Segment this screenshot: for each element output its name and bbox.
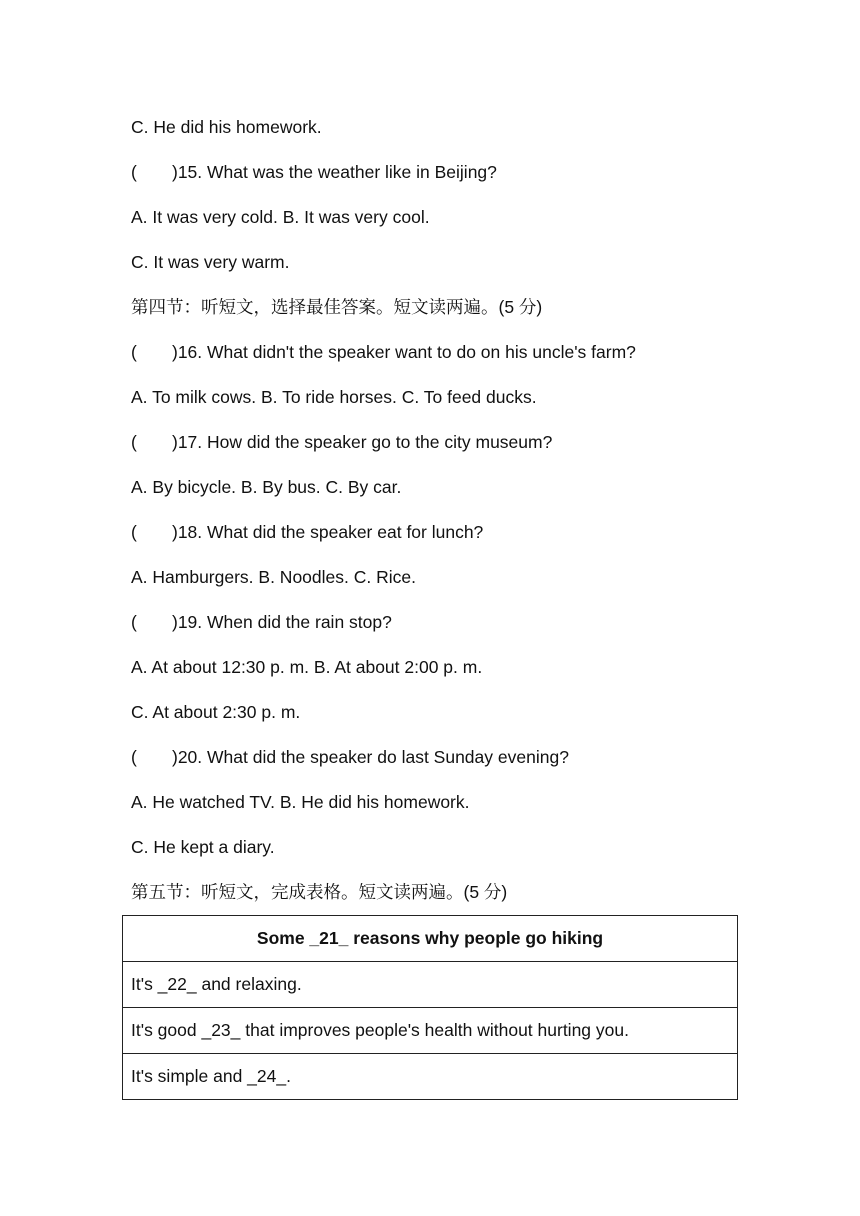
table-header-row [123, 916, 738, 962]
fill-in-table [122, 915, 738, 1100]
question-19: ( )19. When did the rain stop? [131, 612, 392, 632]
table-cell: It's _22_ and relaxing. [123, 962, 738, 1008]
answer-blank-paren: ( [131, 342, 137, 362]
question-16: ( )16. What didn't the speaker want to do on his uncle's farm? [131, 342, 636, 362]
answer-option-line: A. Hamburgers. B. Noodles. C. Rice. [131, 567, 416, 587]
table-cell: It's good _23_ that improves people's health without hurting you. [123, 1008, 738, 1054]
answer-option-line: A. To milk cows. B. To ride horses. C. To feed ducks. [131, 387, 537, 407]
answer-option-line: C. He did his homework. [131, 117, 322, 137]
table-row [123, 1054, 738, 1100]
question-20: ( )20. What did the speaker do last Sunday evening? [131, 747, 569, 767]
answer-option-line: C. It was very warm. [131, 252, 290, 272]
table-cell: It's simple and _24_. [123, 1054, 738, 1100]
answer-option-line: C. He kept a diary. [131, 837, 275, 857]
answer-blank-paren: ( [131, 747, 137, 767]
question-17: ( )17. How did the speaker go to the city museum? [131, 432, 553, 452]
table-row [123, 1008, 738, 1054]
answer-option-line: A. By bicycle. B. By bus. C. By car. [131, 477, 402, 497]
question-18: ( )18. What did the speaker eat for lunch? [131, 522, 484, 542]
section-4-heading: 第四节：听短文，选择最佳答案。短文读两遍。(5 分) [131, 297, 543, 317]
answer-blank-paren: ( [131, 162, 137, 182]
answer-option-line: A. It was very cold. B. It was very cool. [131, 207, 430, 227]
question-15: ( )15. What was the weather like in Beijing? [131, 162, 497, 182]
table-row [123, 962, 738, 1008]
table-header-cell: Some _21_ reasons why people go hiking [123, 916, 738, 962]
answer-option-line: A. At about 12:30 p. m. B. At about 2:00 p. m. [131, 657, 483, 677]
answer-blank-paren: ( [131, 612, 137, 632]
answer-blank-paren: ( [131, 432, 137, 452]
section-5-heading: 第五节：听短文，完成表格。短文读两遍。(5 分) [131, 882, 508, 902]
answer-blank-paren: ( [131, 522, 137, 542]
answer-option-line: A. He watched TV. B. He did his homework. [131, 792, 470, 812]
answer-option-line: C. At about 2:30 p. m. [131, 702, 301, 722]
